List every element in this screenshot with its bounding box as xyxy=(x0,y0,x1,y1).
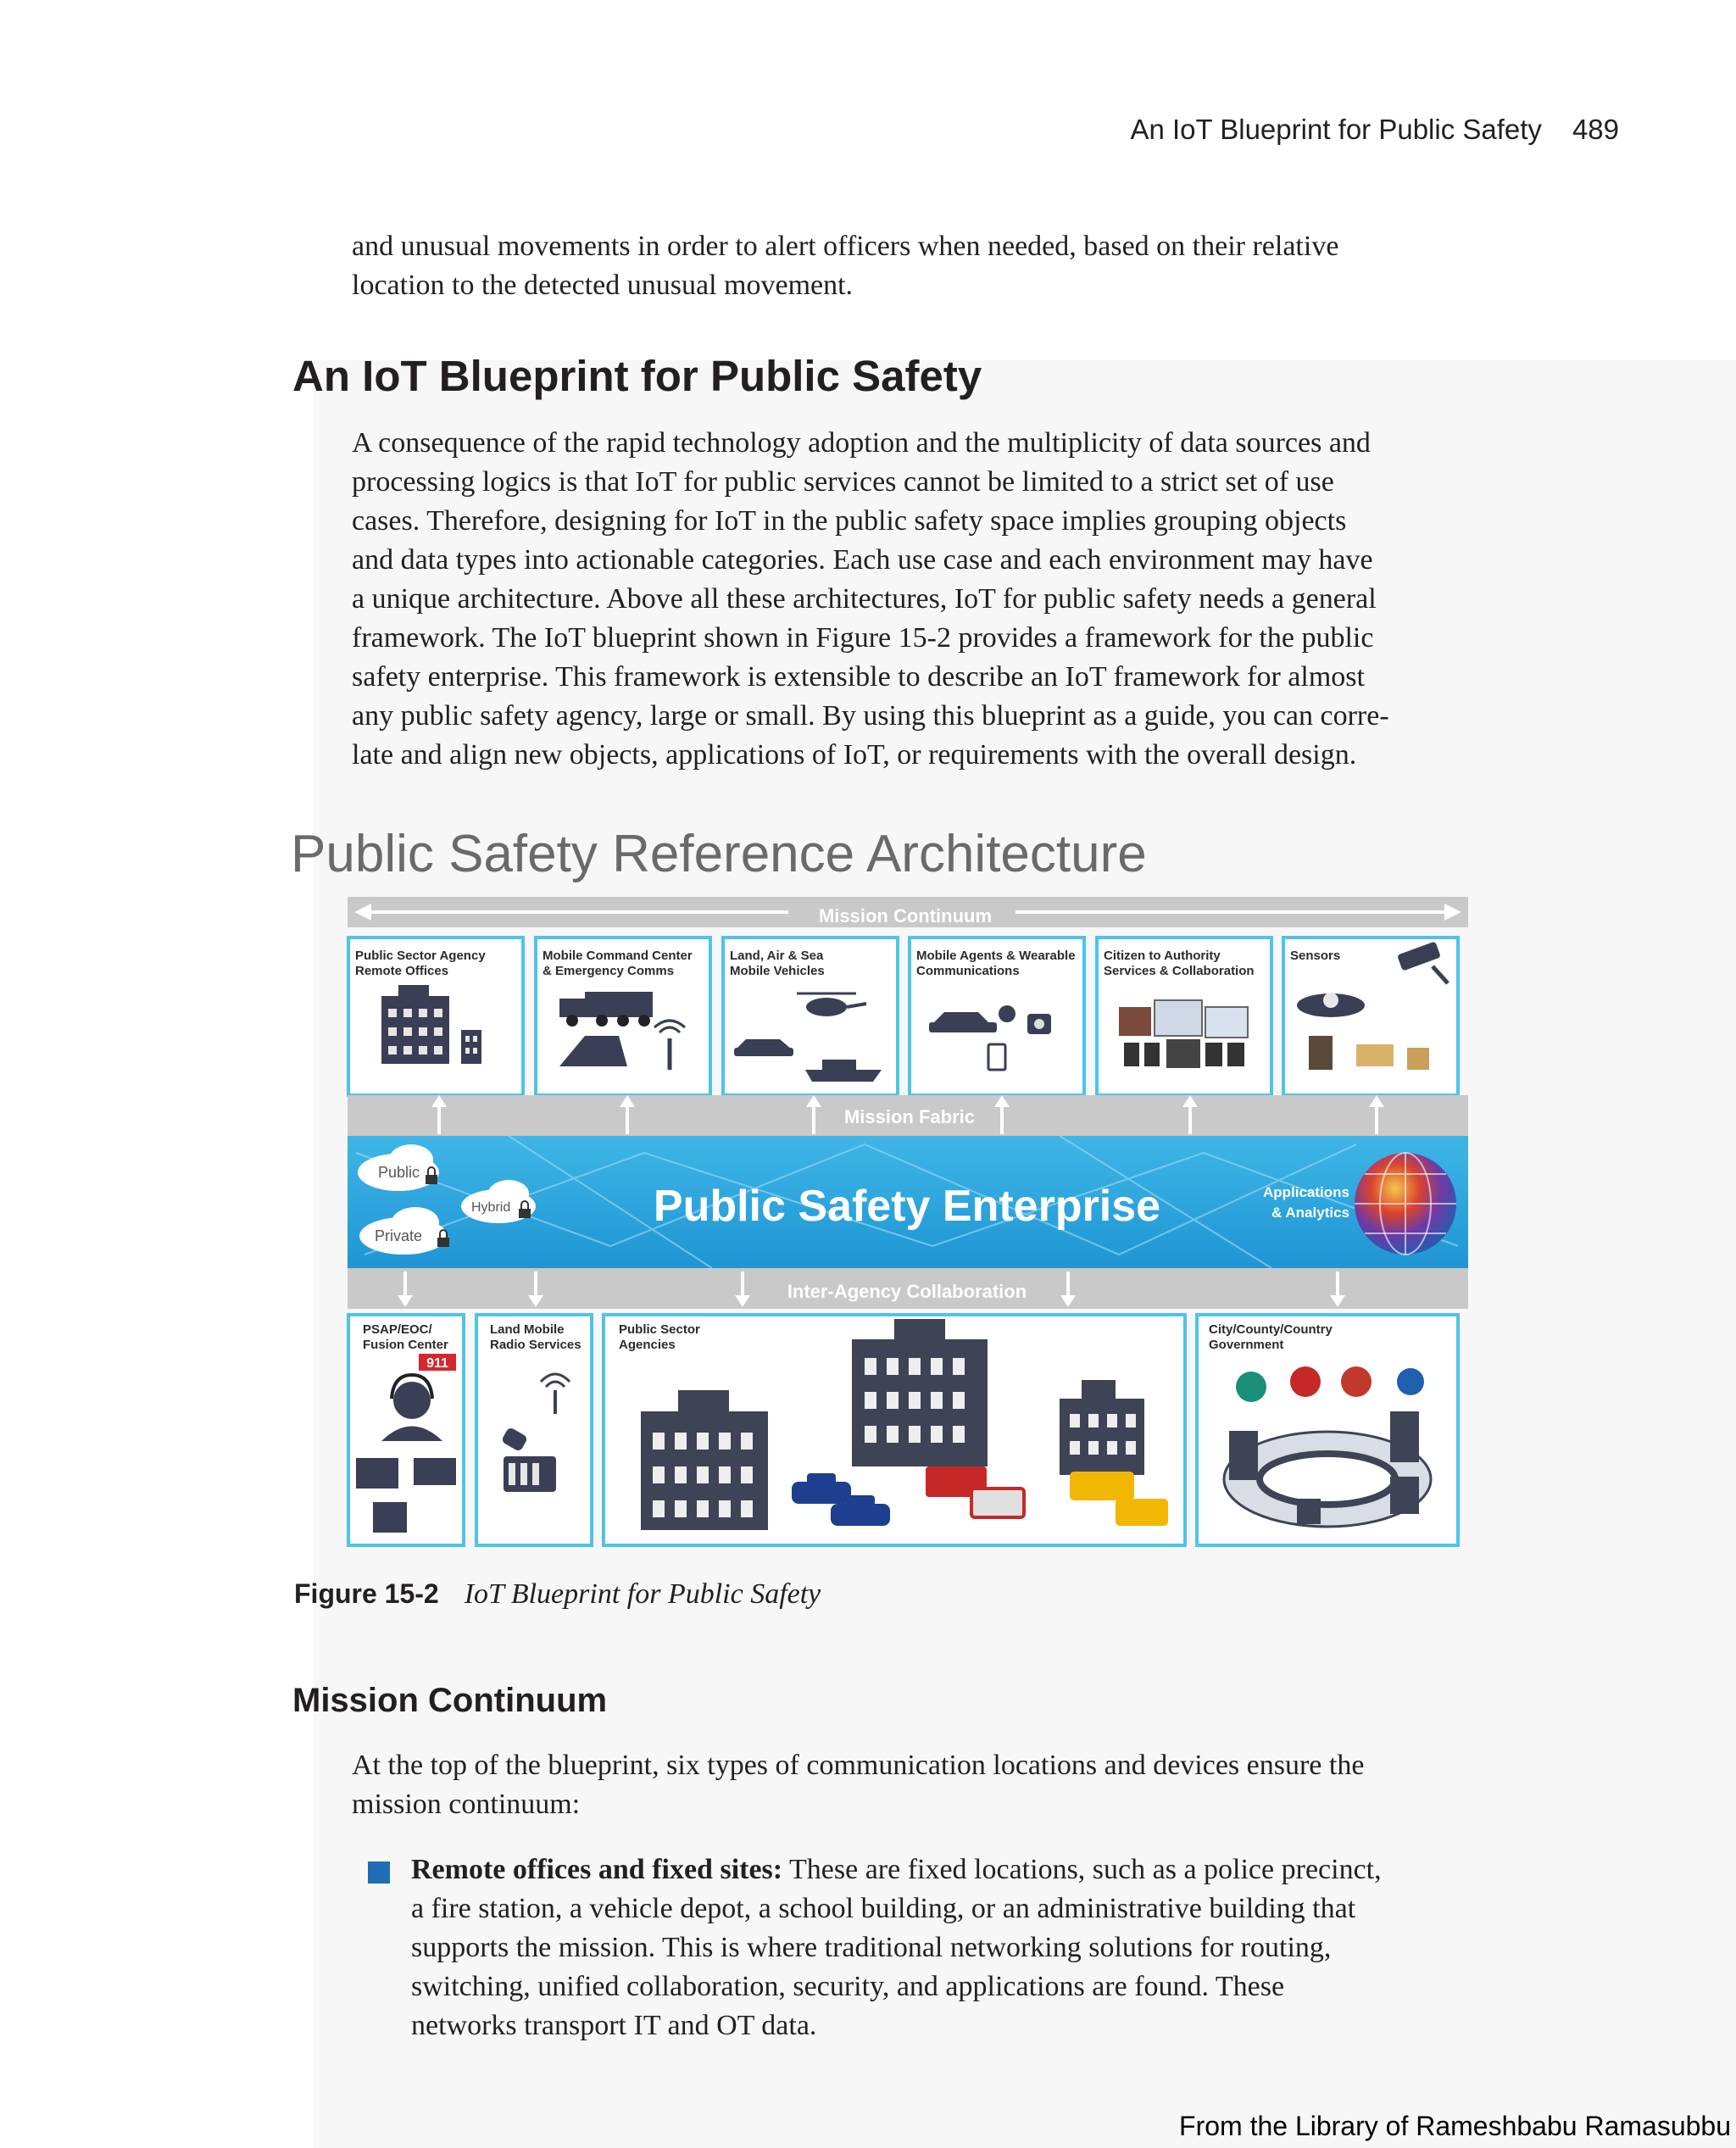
figure-caption xyxy=(294,1578,821,1611)
subsection-heading: Mission Continuum xyxy=(292,1682,608,1719)
text-line xyxy=(411,1850,1530,1889)
text-line: framework. The IoT blueprint shown in Figure 15-2 provides a framework for the public xyxy=(352,622,1374,654)
top-box xyxy=(723,938,898,1095)
top-box xyxy=(910,938,1084,1095)
top-box-label: Mobile Vehicles xyxy=(730,964,825,978)
private-cloud-label: Private xyxy=(375,1227,423,1244)
text-line: cases. Therefore, designing for IoT in the public safety space implies grouping objects xyxy=(352,505,1347,537)
section-heading: An IoT Blueprint for Public Safety xyxy=(292,352,982,400)
transit-icon xyxy=(1397,1368,1424,1395)
bullet-first-line: These are fixed locations, such as a police precinct, xyxy=(782,1854,1382,1885)
top-box-label: Citizen to Authority xyxy=(1104,949,1221,963)
bottom-box-label: Government xyxy=(1209,1338,1284,1352)
text-line: and data types into actionable categories. Each use case and each environment may have xyxy=(352,544,1373,576)
fire-icon xyxy=(1290,1366,1321,1397)
figure-caption-label: Figure 15-2 xyxy=(294,1578,439,1609)
enterprise-label: Public Safety Enterprise xyxy=(653,1182,1161,1231)
text-line: safety enterprise. This framework is extensible to describe an IoT framework for almost xyxy=(352,661,1365,693)
analytics-label: & Analytics xyxy=(1271,1205,1349,1221)
top-box-label: & Emergency Comms xyxy=(542,964,675,978)
bottom-box-label: Public Sector xyxy=(619,1322,700,1337)
globe-icon xyxy=(1355,1153,1456,1255)
bottom-box xyxy=(604,1315,1185,1545)
text-line: switching, unified collaboration, security, and applications are found. These xyxy=(411,1971,1285,2002)
bottom-box-label: Radio Services xyxy=(490,1338,581,1352)
footer-note: From the Library of Rameshbabu Ramasubbu xyxy=(1179,2111,1731,2141)
text-line: At the top of the blueprint, six types of communication locations and devices ensure the xyxy=(352,1750,1365,1781)
mission-continuum-label: Mission Continuum xyxy=(818,905,993,927)
running-head-title: An IoT Blueprint for Public Safety xyxy=(1130,114,1542,145)
top-box-label: Services & Collaboration xyxy=(1104,964,1255,978)
bullet-marker xyxy=(368,1861,390,1884)
camera-icon xyxy=(1027,1014,1051,1034)
top-box-label: Mobile Command Center xyxy=(542,949,693,963)
bottom-box xyxy=(1197,1315,1458,1545)
subsection-paragraph xyxy=(352,1746,1522,1824)
top-box-label: Public Sector Agency xyxy=(355,949,486,963)
text-line: and unusual movements in order to alert officers when needed, based on their relative xyxy=(352,231,1339,262)
applications-label: Applications xyxy=(1262,1184,1349,1200)
emergency-icon xyxy=(1341,1366,1372,1397)
text-line: mission continuum: xyxy=(352,1789,581,1820)
mission-fabric-label: Mission Fabric xyxy=(843,1106,976,1127)
top-box-label: Communications xyxy=(916,964,1020,978)
figure-title: Public Safety Reference Architecture xyxy=(291,825,1147,883)
tower-building-icon xyxy=(852,1319,988,1466)
text-line: any public safety agency, large or small. By using this blueprint as a guide, you can corre- xyxy=(352,700,1389,732)
page-number: 489 xyxy=(1572,114,1619,145)
desk-phone-icon xyxy=(373,1502,407,1533)
bottom-box xyxy=(348,1315,464,1545)
text-line: networks transport IT and OT data. xyxy=(411,2010,817,2041)
bottom-box-label: Land Mobile xyxy=(490,1322,565,1337)
text-line: location to the detected unusual movement. xyxy=(352,270,854,301)
bullet-term: Remote offices and fixed sites: xyxy=(411,1854,783,1885)
top-box xyxy=(536,938,710,1095)
top-box xyxy=(1097,938,1271,1095)
top-box-label: Sensors xyxy=(1290,949,1341,963)
top-box xyxy=(348,938,523,1095)
police-badge-icon xyxy=(1236,1372,1266,1402)
inter-agency-label: Inter-Agency Collaboration xyxy=(787,1281,1027,1302)
bottom-box-label: PSAP/EOC/ xyxy=(363,1322,432,1337)
911-badge-label: 911 xyxy=(426,1356,448,1371)
hybrid-cloud-label: Hybrid xyxy=(471,1200,511,1215)
text-line: processing logics is that IoT for public services cannot be limited to a strict set of use xyxy=(352,466,1334,498)
top-box-label: Mobile Agents & Wearable xyxy=(916,949,1076,963)
figure-caption-text: IoT Blueprint for Public Safety xyxy=(464,1578,821,1610)
public-cloud-label: Public xyxy=(378,1164,420,1181)
top-box-label: Land, Air & Sea xyxy=(730,949,824,963)
bottom-box xyxy=(476,1315,592,1545)
top-box xyxy=(1283,938,1458,1095)
text-line: a unique architecture. Above all these architectures, IoT for public safety needs a general xyxy=(352,583,1377,615)
text-line: A consequence of the rapid technology adoption and the multiplicity of data sources and xyxy=(352,427,1371,459)
bottom-box-label: Fusion Center xyxy=(363,1338,448,1352)
text-line: late and align new objects, applications of IoT, or requirements with the overall design. xyxy=(352,739,1357,771)
top-box-label: Remote Offices xyxy=(355,964,449,978)
bottom-box-label: Agencies xyxy=(619,1338,676,1352)
monitor-icon xyxy=(356,1458,398,1489)
laptop-icon xyxy=(414,1458,456,1485)
devices-icon xyxy=(1119,1000,1248,1068)
text-line: supports the mission. This is where traditional networking solutions for routing, xyxy=(411,1932,1332,1963)
bottom-box-label: City/County/Country xyxy=(1209,1322,1333,1337)
bullet-paragraph xyxy=(411,1850,1530,2045)
text-line: a fire station, a vehicle depot, a school building, or an administrative building that xyxy=(411,1893,1356,1924)
